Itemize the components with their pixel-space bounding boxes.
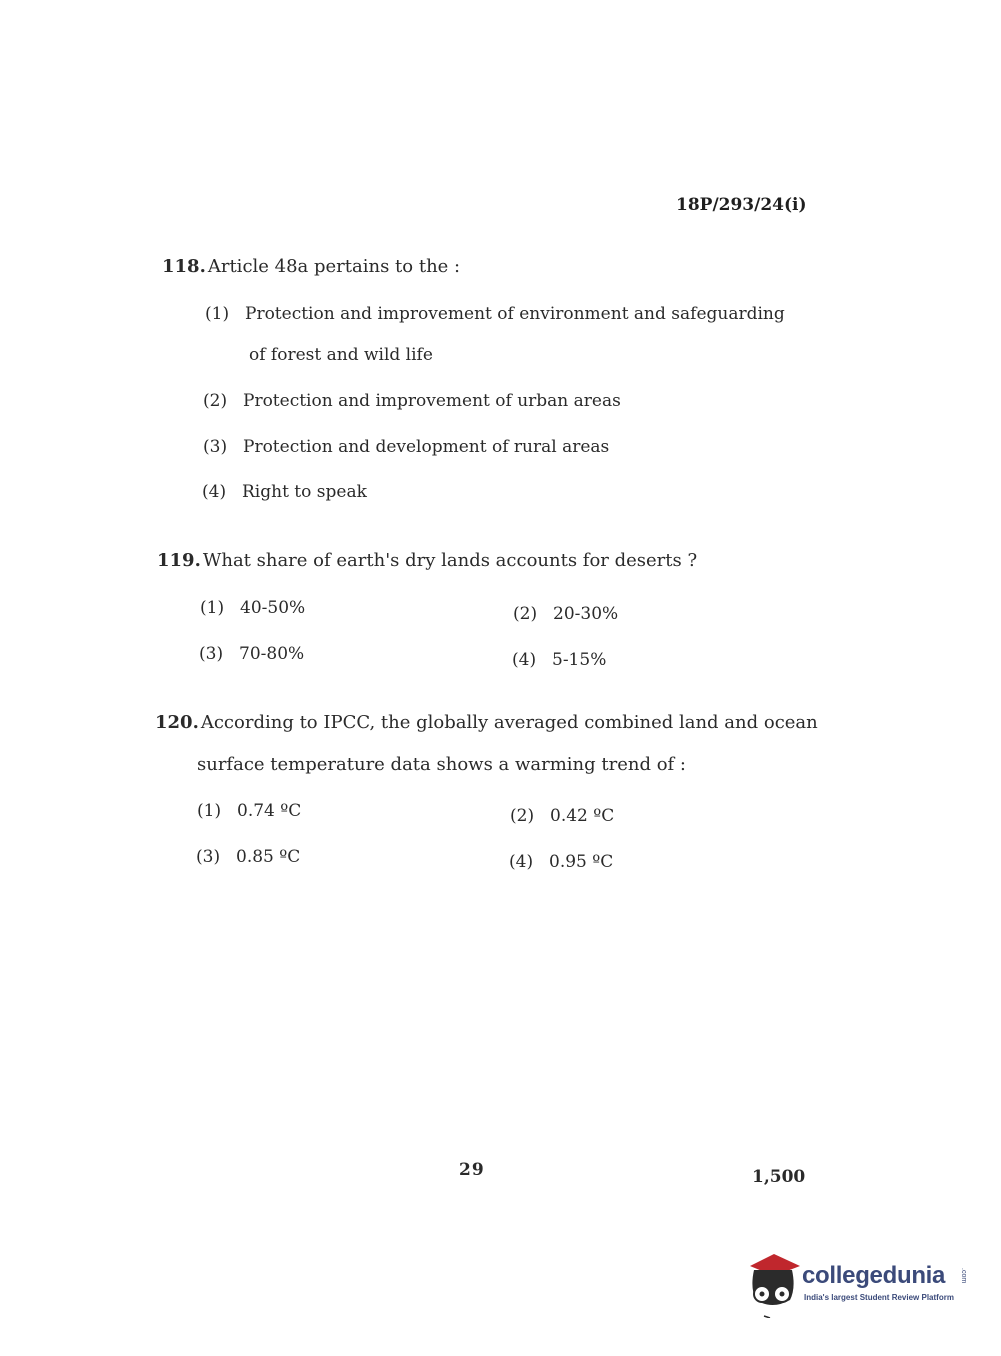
option-number: (3) [196, 847, 221, 867]
question-119 [157, 550, 697, 571]
option-number: (3) [199, 644, 224, 664]
paper-code: 18P/293/24(i) [676, 195, 807, 215]
option-text: 70-80% [239, 644, 305, 664]
q118-option-1 [205, 304, 785, 324]
q119-option-3 [199, 644, 304, 664]
page-number: 29 [459, 1160, 485, 1180]
option-text: Protection and improvement of urban areas [243, 391, 621, 411]
q118-option-1-continued: of forest and wild life [249, 345, 433, 365]
question-118 [162, 256, 460, 277]
copies-count: 1,500 [752, 1167, 806, 1187]
option-number: (1) [197, 801, 222, 821]
logo-tagline: India's largest Student Review Platform [804, 1293, 954, 1302]
q119-option-2 [513, 604, 618, 624]
question-text: According to IPCC, the globally averaged combined land and ocean [200, 712, 818, 733]
option-text: Protection and improvement of environment and safeguarding [245, 304, 785, 324]
option-text: 0.95 ºC [549, 852, 614, 872]
option-number: (1) [200, 598, 225, 618]
option-number: (4) [202, 482, 227, 502]
option-text: 40-50% [240, 598, 306, 618]
q120-option-3 [196, 847, 300, 867]
option-number: (4) [509, 852, 534, 872]
option-number: (2) [203, 391, 228, 411]
q119-option-4 [512, 650, 606, 670]
question-number: 119. [157, 550, 201, 571]
logo-domain-suffix: .com [960, 1268, 967, 1284]
mascot-icon [742, 1248, 804, 1318]
question-text: What share of earth's dry lands accounts for deserts ? [202, 550, 698, 571]
option-number: (1) [205, 304, 230, 324]
option-text: 0.42 ºC [550, 806, 615, 826]
q119-option-1 [200, 598, 305, 618]
question-text: Article 48a pertains to the : [207, 256, 461, 277]
option-text: 0.85 ºC [236, 847, 301, 867]
option-text: Protection and development of rural areas [243, 437, 610, 457]
question-120 [155, 712, 818, 733]
question-number: 118. [162, 256, 206, 277]
question-120-continued: surface temperature data shows a warming trend of : [197, 754, 686, 775]
option-text: 20-30% [553, 604, 619, 624]
option-number: (4) [512, 650, 537, 670]
q120-option-2 [510, 806, 614, 826]
question-number: 120. [155, 712, 199, 733]
option-text: 5-15% [552, 650, 607, 670]
logo-brand-name: collegedunia [802, 1262, 946, 1289]
q120-option-1 [197, 801, 301, 821]
q118-option-4 [202, 482, 367, 502]
q118-option-3 [203, 437, 609, 457]
q120-option-4 [509, 852, 613, 872]
q118-option-2 [203, 391, 621, 411]
option-text: 0.74 ºC [237, 801, 302, 821]
collegedunia-logo [742, 1248, 972, 1318]
option-number: (2) [513, 604, 538, 624]
option-number: (3) [203, 437, 228, 457]
option-text: Right to speak [242, 482, 367, 502]
option-number: (2) [510, 806, 535, 826]
